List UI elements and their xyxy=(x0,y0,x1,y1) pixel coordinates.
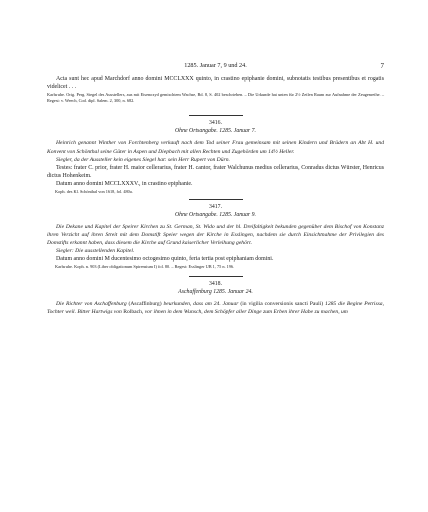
document-number: 3417. xyxy=(208,203,223,210)
document-siegler xyxy=(47,247,384,255)
separator-rule xyxy=(189,115,243,116)
regest-plain: (in vigilia conversionis sancti Pauli) xyxy=(238,301,326,308)
regest-plain: (Ascaffinburg) xyxy=(126,301,164,308)
document-number: 3418. xyxy=(208,281,223,288)
regest-text: Die Richter von Aschaffenburg xyxy=(56,301,127,308)
separator-rule xyxy=(189,199,243,200)
document-page xyxy=(47,62,384,316)
siegler-text: Die ausstellenden Kapitel. xyxy=(73,248,135,255)
regest-text: beurkunden, dass am 24. Januar xyxy=(163,301,239,308)
document-source-note: Karlsruhe. Koph. n. 903 (Liber obligationum Spirensium I) fol. 80. – Regest: Esslinger UB 1, 75 n. 196. xyxy=(55,263,235,269)
document-dateline: Ohne Ortsangabe. 1285. Januar 7. xyxy=(175,128,256,135)
running-header xyxy=(47,62,384,73)
page-number: 7 xyxy=(380,62,384,70)
document-siegler xyxy=(47,156,384,164)
siegler-label: Siegler: xyxy=(56,248,74,255)
top-paragraph: Acta sunt hec apud Marchdorf anno domini MCCLXXX quinto, in crastino epiphanie domini, subnotatis testibus presentibus et rogatis videlicet . . . xyxy=(47,76,384,91)
document-regest: Heinrich genannt Winther von Forchtenberg verkauft nach dem Tod seiner Frau gemeinsam mit seinen Kindern und Brüdern an Abt H. und Konvent von Schönthal seine Güter in Aspen und Diepbach mit allen Rechten und Zugehörden um 14½ Heller. xyxy=(47,140,384,155)
document-regest xyxy=(47,300,384,316)
document-dateline: Ohne Ortsangabe. 1285. Januar 9. xyxy=(175,211,256,218)
document-source-note: Koph. des Kl. Schönthal von 1618, fol. 480a. xyxy=(55,188,133,194)
document-datum: Datum anno domini M ducentesimo octogesimo quinto, feria tertia post epiphaniam domini. xyxy=(56,256,274,263)
top-source-note: Karlsruhe. Orig. Perg. Siegel des Ausstellers, aus mit Eisenoxyd gemischtem Wachse, Bd. 8, S. 402 beschrieben. – Die Urkunde hat unten für 2½ Zeilen Raum zur Aufnahme der Zeugenreihe. – Regest: v. Weech, Cod. dipl. Salem. 2, 300, n. 682. xyxy=(47,91,384,103)
document-number: 3416. xyxy=(208,120,223,127)
document-testes: Testes: frater C. prior, frater H. maior cellerarius, frater H. cantor, frater Walchunus medius cellerarius, Conradus dictus Würster, Henricus dictus Hohenkeim. xyxy=(47,164,384,179)
siegler-label: Siegler, xyxy=(56,156,73,163)
document-regest: Die Dekane und Kapitel der Speirer Kirchen zu St. German, St. Wido und der hl. Dreifaltigkeit bekunden gegenüber dem Bischof von Konstanz ihren Verzicht auf ihren Streit mit dem Domstift Speier wegen der Kirche in Esslingen, nachdem sie durch Einsichtnahme der Privilegien des Domstifts erkannt haben, dass diesem die Kirche auf Grund kaiserlicher Verleihung gehört. xyxy=(47,223,384,247)
running-title: 1285. Januar 7, 9 und 24. xyxy=(184,62,247,69)
document-dateline: Aschaffenburg 1285. Januar 24. xyxy=(178,289,253,296)
separator-rule xyxy=(189,276,243,277)
document-datum: Datum anno domini MCCLXXXV., in crastino epiphanie. xyxy=(56,181,193,188)
regest-text: 1285 die Begine Petrissa, Tochter weil. Bitter Hartwigs von xyxy=(47,301,384,316)
regest-text: vor ihnen in dem Wunsch, dem Schöpfer aller Dinge zum Erben ihrer Habe zu machen, um xyxy=(144,309,348,316)
siegler-text: da der Aussteller kein eigenes Siegel hat: sein Herr Rupert von Dürn. xyxy=(72,156,230,163)
regest-plain: Rolbach, xyxy=(121,309,145,316)
